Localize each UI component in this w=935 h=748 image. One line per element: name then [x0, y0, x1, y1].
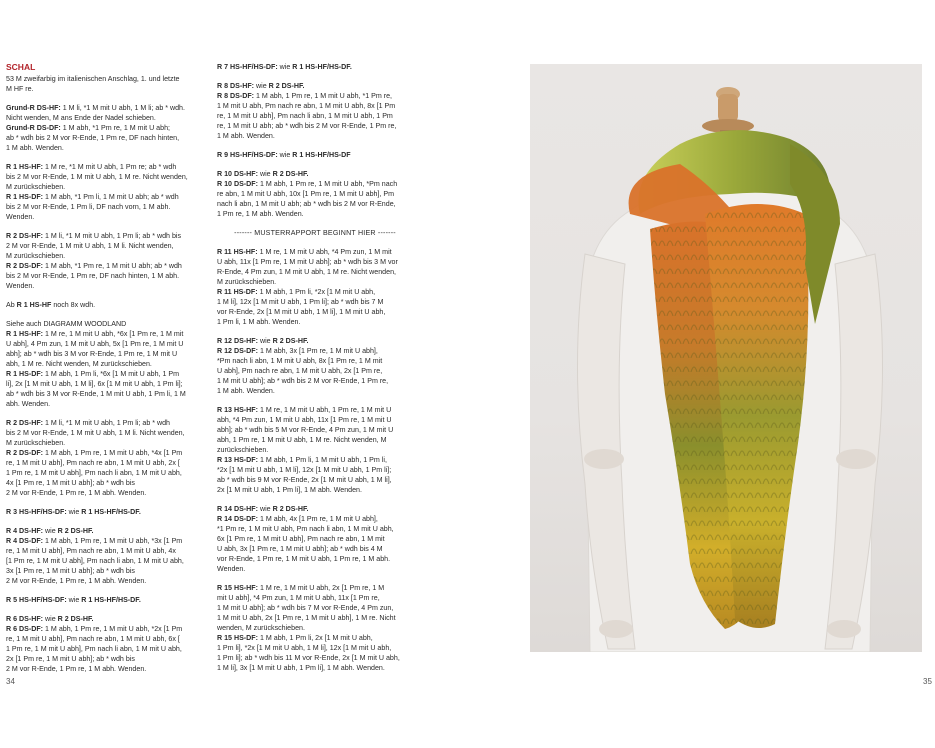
- text-paragraph: [217, 228, 413, 238]
- row-label: R 1 HS-HF/HS-DF.: [292, 63, 352, 71]
- instruction-text: U abh], Pm nach re abn, 1 M mit U abh, 2x [1 Pm re,: [217, 367, 383, 375]
- text-line: [217, 81, 413, 91]
- instruction-text: 1 M li], 3x [1 M mit U abh, 1 Pm li], 1 M abh. Wenden.: [217, 664, 385, 672]
- text-line: [217, 131, 413, 141]
- instruction-text: U abh, 11x [1 Pm re, 1 M mit U abh]; ab * wdh bis 3 M vor: [217, 258, 398, 266]
- text-line: [217, 386, 413, 396]
- instruction-text: abh]; ab * wdh bis 5 M vor R-Ende, 4 Pm zun, 1 M mit U: [217, 426, 394, 434]
- text-line: [217, 247, 413, 257]
- instruction-text: 1 M abh. Wenden.: [6, 144, 64, 152]
- text-paragraph: [217, 169, 413, 219]
- row-label: R 1 HS-HF/HS-DF.: [81, 596, 141, 604]
- text-line: [217, 534, 413, 544]
- row-label: R 2 DS-HF.: [272, 337, 309, 345]
- instruction-text: wie: [43, 615, 58, 623]
- text-line: [6, 103, 204, 113]
- text-line: [6, 644, 204, 654]
- text-line: [6, 478, 204, 488]
- instruction-text: wenden, M zurückschieben.: [217, 624, 305, 632]
- instruction-text: 1 Pm li, 1 M abh. Wenden.: [217, 318, 301, 326]
- instruction-text: wie: [277, 151, 293, 159]
- instruction-text: Wenden.: [217, 565, 246, 573]
- instruction-text: 1 Pm li]; ab * wdh bis 11 M vor R-Ende, 2x [1 M mit U abh,: [217, 654, 400, 662]
- instruction-text: abh. Wenden.: [6, 400, 51, 408]
- instruction-text: ab * wdh bis 2 M vor R-Ende, 1 Pm re, DF nach hinten,: [6, 134, 180, 142]
- row-label: R 1 HS-HF: [16, 301, 52, 309]
- instruction-text: 1 M re, 1 M mit U abh, *4 Pm zun, 1 M mit: [257, 248, 392, 256]
- instruction-text: 1 M abh, 1 Pm re, 1 M mit U abh, *2x [1 Pm: [43, 625, 183, 633]
- instruction-text: vor R-Ende, 2x [1 M mit U abh, 1 M li], 1 M mit U abh,: [217, 308, 386, 316]
- text-paragraph: [6, 74, 204, 94]
- text-line: [217, 150, 413, 160]
- instruction-text: 1 M abh, 1 Pm re, 1 M mit U abh, *Pm nach: [258, 180, 398, 188]
- row-label: R 2 DS-HF.: [272, 505, 309, 513]
- instruction-text: 1 M re, 1 M mit U abh, *6x [1 Pm re, 1 M mit: [43, 330, 184, 338]
- text-line: [217, 297, 413, 307]
- page-number-right: 35: [923, 677, 932, 686]
- text-line: [217, 465, 413, 475]
- text-line: [217, 376, 413, 386]
- instruction-text: wie: [66, 508, 82, 516]
- instruction-text: 1 Pm li], *2x [1 M mit U abh, 1 M li], 12x [1 M mit U abh,: [217, 644, 392, 652]
- row-label: R 11 HS-HF:: [217, 248, 258, 256]
- row-label: R 1 HS-HF/HS-DF.: [81, 508, 141, 516]
- scarf-on-mannequin-illustration: [530, 64, 922, 652]
- row-label: R 2 DS-HF.: [272, 170, 309, 178]
- text-paragraph: [217, 405, 413, 495]
- text-line: [217, 189, 413, 199]
- row-label: R 10 DS-DF:: [217, 180, 258, 188]
- instruction-text: bis 2 M vor R-Ende, 1 M mit U abh, 1 M re. Nicht wenden,: [6, 173, 188, 181]
- text-line: [6, 319, 204, 329]
- text-line: [6, 113, 204, 123]
- instruction-text: abh, 1 M re. Nicht wenden, M zurückschieben.: [6, 360, 152, 368]
- instruction-text: abh]; ab * wdh bis 3 M vor R-Ende, 1 Pm re, 1 M mit U: [6, 350, 178, 358]
- left-text-column: [6, 62, 204, 683]
- text-line: [217, 603, 413, 613]
- instruction-text: nach li abn, 1 M mit U abh; ab * wdh bis 2 M vor R-Ende,: [217, 200, 396, 208]
- instruction-text: M zurückschieben.: [6, 252, 66, 260]
- instruction-text: 1 M mit U abh, 2x [1 Pm re, 1 M mit U abh], 1 M re. Nicht: [217, 614, 396, 622]
- text-paragraph: [6, 595, 204, 605]
- instruction-text: 1 M re, 1 M mit U abh, 2x [1 Pm re, 1 M: [258, 584, 385, 592]
- instruction-text: M zurückschieben.: [6, 183, 66, 191]
- instruction-text: 3x [1 Pm re, 1 M mit U abh]; ab * wdh bis: [6, 567, 135, 575]
- text-line: [217, 121, 413, 131]
- text-line: [217, 435, 413, 445]
- row-label: R 6 DS-DF:: [6, 625, 44, 633]
- text-line: [6, 389, 204, 399]
- middle-paragraphs: [217, 62, 413, 673]
- text-paragraph: [217, 504, 413, 574]
- instruction-text: 1 M abh, *1 Pm re, 1 M mit U abh;: [60, 124, 170, 132]
- text-line: [6, 576, 204, 586]
- row-label: R 4 DS-DF:: [6, 537, 44, 545]
- text-line: [217, 653, 413, 663]
- instruction-text: 1 M abh, 1 Pm li, 2x [1 M mit U abh,: [258, 634, 373, 642]
- instruction-text: li], 2x [1 M mit U abh, 1 M li], 6x [1 M mit U abh, 1 Pm li];: [6, 380, 183, 388]
- text-line: [6, 281, 204, 291]
- instruction-text: 1 M re, 1 M mit U abh, 1 Pm re, 1 M mit U: [258, 406, 392, 414]
- row-label: R 1 HS-DF:: [6, 370, 44, 378]
- instruction-text: bis 2 M vor R-Ende, 1 M mit U abh, 1 M li. Nicht wenden,: [6, 429, 185, 437]
- row-label: R 2 DS-HF:: [6, 419, 44, 427]
- text-line: [6, 182, 204, 192]
- text-line: [6, 379, 204, 389]
- text-line: [217, 287, 413, 297]
- instruction-text: Wenden.: [6, 213, 35, 221]
- row-label: R 2 DS-DF:: [6, 262, 44, 270]
- instruction-text: 1 M abh, *1 Pm li, 1 M mit U abh; ab * wdh: [43, 193, 179, 201]
- text-line: [217, 455, 413, 465]
- left-elbow-joint: [584, 449, 624, 469]
- text-line: [6, 339, 204, 349]
- text-line: [6, 556, 204, 566]
- text-line: [6, 271, 204, 281]
- text-line: [217, 277, 413, 287]
- instruction-text: 2 M vor R-Ende, 1 Pm re, 1 M abh. Wenden.: [6, 577, 147, 585]
- instruction-text: 4x [1 Pm re, 1 M mit U abh]; ab * wdh bis: [6, 479, 135, 487]
- row-label: R 3 HS-HF/HS-DF:: [6, 508, 67, 516]
- instruction-text: 1 M abh. Wenden.: [217, 132, 275, 140]
- row-label: R 10 DS-HF:: [217, 170, 258, 178]
- row-label: R 1 HS-HF:: [6, 163, 44, 171]
- text-paragraph: [6, 231, 204, 291]
- right-elbow-joint: [836, 449, 876, 469]
- text-line: [6, 654, 204, 664]
- text-line: [6, 448, 204, 458]
- text-line: [217, 633, 413, 643]
- instruction-text: 1 M abh, 1 Pm li, 1 M mit U abh, 1 Pm li,: [258, 456, 387, 464]
- instruction-text: vor R-Ende, 1 Pm re, 1 M mit U abh, 1 Pm re, 1 M abh.: [217, 555, 391, 563]
- text-line: [6, 438, 204, 448]
- instruction-text: wie: [254, 82, 269, 90]
- row-label: R 15 HS-DF:: [217, 634, 258, 642]
- instruction-text: 1 Pm re, 1 M abh. Wenden.: [217, 210, 304, 218]
- row-label: R 9 HS-HF/HS-DF:: [217, 151, 278, 159]
- text-line: [217, 169, 413, 179]
- row-label: R 2 DS-HF:: [6, 232, 44, 240]
- row-label: R 13 HS-HF:: [217, 406, 258, 414]
- text-line: [6, 143, 204, 153]
- instruction-text: wie: [258, 505, 273, 513]
- instruction-text: M zurückschieben.: [217, 278, 277, 286]
- row-label: R 5 HS-HF/HS-DF:: [6, 596, 67, 604]
- text-line: [217, 514, 413, 524]
- instruction-text: M zurückschieben.: [6, 439, 66, 447]
- text-line: [217, 257, 413, 267]
- row-label: R 2 DS-HF.: [57, 615, 94, 623]
- text-line: [6, 614, 204, 624]
- text-line: [217, 307, 413, 317]
- row-label: R 2 DS-HF.: [57, 527, 94, 535]
- text-line: [6, 624, 204, 634]
- row-label: R 13 HS-DF:: [217, 456, 258, 464]
- instruction-text: 1 M mit U abh]; ab * wdh bis 2 M vor R-Ende, 1 Pm re,: [217, 377, 389, 385]
- row-label: R 7 HS-HF/HS-DF:: [217, 63, 278, 71]
- text-paragraph: [217, 81, 413, 141]
- instruction-text: 1 M abh. Wenden.: [217, 387, 275, 395]
- text-line: [217, 405, 413, 415]
- text-line: [6, 536, 204, 546]
- text-line: [217, 415, 413, 425]
- instruction-text: re, 1 M mit U abh; ab * wdh bis 2 M vor R-Ende, 1 Pm re,: [217, 122, 397, 130]
- text-paragraph: [6, 319, 204, 409]
- text-line: [217, 445, 413, 455]
- left-paragraphs: [6, 74, 204, 674]
- text-paragraph: [6, 103, 204, 153]
- text-line: [6, 566, 204, 576]
- instruction-text: 53 M zweifarbig im italienischen Anschlag, 1. und letzte: [6, 75, 180, 83]
- text-line: [6, 123, 204, 133]
- text-line: [6, 212, 204, 222]
- instruction-text: 1 M li], 12x [1 M mit U abh, 1 Pm li]; ab * wdh bis 7 M: [217, 298, 384, 306]
- text-line: [6, 192, 204, 202]
- text-line: [217, 111, 413, 121]
- text-line: [6, 74, 204, 84]
- instruction-text: wie: [258, 337, 273, 345]
- text-line: [6, 634, 204, 644]
- row-label: Grund-R DS-DF:: [6, 124, 61, 132]
- text-line: [217, 485, 413, 495]
- instruction-text: *2x [1 M mit U abh, 1 M li], 12x [1 M mit U abh, 1 Pm li];: [217, 466, 392, 474]
- instruction-text: re, 1 M mit U abh], Pm nach re abn, 1 M mit U abh, 4x: [6, 547, 176, 555]
- text-paragraph: [217, 62, 413, 72]
- text-paragraph: [6, 162, 204, 222]
- text-line: [6, 329, 204, 339]
- text-line: [217, 613, 413, 623]
- instruction-text: 2 M vor R-Ende, 1 Pm re, 1 M abh. Wenden.: [6, 489, 147, 497]
- text-line: [217, 504, 413, 514]
- text-line: [217, 663, 413, 673]
- row-label: R 14 DS-DF:: [217, 515, 258, 523]
- text-line: [217, 336, 413, 346]
- text-line: [217, 623, 413, 633]
- instruction-text: *1 Pm re, 1 M mit U abh, Pm nach li abn, 1 M mit U abh,: [217, 525, 394, 533]
- instruction-text: 1 M abh, 1 Pm re, 1 M mit U abh, *1 Pm re,: [254, 92, 393, 100]
- text-line: [217, 593, 413, 603]
- instruction-text: abh, *4 Pm zun, 1 M mit U abh, 11x [1 Pm re, 1 M mit U: [217, 416, 392, 424]
- text-line: [217, 544, 413, 554]
- instruction-text: bis 2 M vor R-Ende, 1 Pm re, DF nach hinten, 1 M abh.: [6, 272, 180, 280]
- instruction-text: U abh, 3x [1 Pm re, 1 M mit U abh]; ab * wdh bis 4 M: [217, 545, 383, 553]
- instruction-text: 1 M abh, *1 Pm re, 1 M mit U abh; ab * wdh: [43, 262, 182, 270]
- text-line: [217, 425, 413, 435]
- text-line: [217, 643, 413, 653]
- text-line: [6, 418, 204, 428]
- text-line: [217, 179, 413, 189]
- instruction-text: M HF re.: [6, 85, 34, 93]
- row-label: R 11 HS-DF:: [217, 288, 258, 296]
- text-paragraph: [6, 507, 204, 517]
- instruction-text: mit U abh], *4 Pm zun, 1 M mit U abh, 11x [1 Pm re,: [217, 594, 380, 602]
- text-paragraph: [6, 614, 204, 674]
- text-line: [217, 209, 413, 219]
- text-line: [217, 524, 413, 534]
- text-line: [6, 468, 204, 478]
- row-label: R 1 HS-HF/HS-DF: [292, 151, 351, 159]
- row-label: R 12 DS-DF:: [217, 347, 258, 355]
- row-label: R 6 DS-HF:: [6, 615, 44, 623]
- text-line: [6, 428, 204, 438]
- instruction-text: 1 M mit U abh, Pm nach re abn, 1 M mit U abh, 8x [1 Pm: [217, 102, 396, 110]
- row-label: R 4 DS-HF:: [6, 527, 44, 535]
- instruction-text: 1 M abh, 1 Pm li, *2x [1 M mit U abh,: [257, 288, 376, 296]
- instruction-text: 1 Pm re, 1 M mit U abh], Pm nach li abn, 1 M mit U abh,: [6, 469, 182, 477]
- text-line: [217, 475, 413, 485]
- instruction-text: re, 1 M mit U abh], Pm nach re abn, 1 M mit U abh, 2x [: [6, 459, 180, 467]
- instruction-text: Ab: [6, 301, 17, 309]
- text-line: [217, 356, 413, 366]
- instruction-text: 2x [1 M mit U abh, 1 Pm li], 1 M abh. Wenden.: [217, 486, 362, 494]
- instruction-text: wie: [277, 63, 293, 71]
- text-line: [6, 261, 204, 271]
- section-title: SCHAL: [6, 62, 36, 72]
- text-line: [6, 595, 204, 605]
- text-line: [6, 162, 204, 172]
- instruction-text: noch 8x wdh.: [51, 301, 96, 309]
- instruction-text: Siehe auch DIAGRAMM WOODLAND: [6, 320, 127, 328]
- text-line: [6, 546, 204, 556]
- instruction-text: wie: [43, 527, 58, 535]
- instruction-text: 1 Pm re, 1 M mit U abh], Pm nach li abn, 1 M mit U abh,: [6, 645, 182, 653]
- text-line: [6, 488, 204, 498]
- instruction-text: 1 M li, *1 M mit U abh, 1 Pm li; ab * wdh: [43, 419, 170, 427]
- text-line: [6, 664, 204, 674]
- instruction-text: 1 M abh, 3x [1 Pm re, 1 M mit U abh],: [258, 347, 378, 355]
- text-line: [6, 202, 204, 212]
- instruction-text: ab * wdh bis 9 M vor R-Ende, 2x [1 M mit U abh, 1 M li],: [217, 476, 392, 484]
- text-line: [6, 399, 204, 409]
- text-line: [217, 101, 413, 111]
- instruction-text: 2 M vor R-Ende, 1 M mit U abh, 1 M li. Nicht wenden,: [6, 242, 174, 250]
- instruction-text: 1 M abh, 1 Pm re, 1 M mit U abh, *4x [1 Pm: [43, 449, 183, 457]
- text-line: [6, 359, 204, 369]
- text-line: [6, 231, 204, 241]
- instruction-text: re, 1 M mit U abh], Pm nach re abn, 1 M mit U abh, 6x [: [6, 635, 180, 643]
- text-paragraph: [6, 526, 204, 586]
- row-label: R 15 HS-HF:: [217, 584, 258, 592]
- row-label: R 1 HS-DF:: [6, 193, 44, 201]
- text-line: [217, 366, 413, 376]
- text-line: [217, 583, 413, 593]
- instruction-text: 1 M mit U abh]; ab * wdh bis 7 M vor R-Ende, 4 Pm zun,: [217, 604, 394, 612]
- instruction-text: wie: [258, 170, 273, 178]
- text-line: [217, 62, 413, 72]
- text-paragraph: [217, 336, 413, 396]
- instruction-text: *Pm nach li abn, 1 M mit U abh, 8x [1 Pm re, 1 M mit: [217, 357, 383, 365]
- instruction-text: R-Ende, 4 Pm zun, 1 M mit U abh, 1 M re. Nicht wenden,: [217, 268, 396, 276]
- text-line: [217, 267, 413, 277]
- text-line: [6, 300, 204, 310]
- instruction-text: zurückschieben.: [217, 446, 269, 454]
- instruction-text: ab * wdh bis 3 M vor R-Ende, 1 M mit U abh, 1 Pm li, 1 M: [6, 390, 186, 398]
- instruction-text: [1 Pm re, 1 M mit U abh], Pm nach li abn, 1 M mit U abh,: [6, 557, 184, 565]
- text-line: [217, 317, 413, 327]
- instruction-text: 1 M re, *1 M mit U abh, 1 Pm re; ab * wdh: [43, 163, 177, 171]
- instruction-text: U abh], 4 Pm zun, 1 M mit U abh, 5x [1 Pm re, 1 M mit U: [6, 340, 184, 348]
- pattern-divider: ------- MUSTERRAPPORT BEGINNT HIER -------: [234, 229, 396, 237]
- text-line: [217, 554, 413, 564]
- text-paragraph: [217, 150, 413, 160]
- instruction-text: 2x [1 Pm re, 1 M mit U abh]; ab * wdh bis: [6, 655, 135, 663]
- instruction-text: 1 M li, *1 M mit U abh, 1 M li; ab * wdh.: [60, 104, 185, 112]
- instruction-text: 1 M abh, 4x [1 Pm re, 1 M mit U abh],: [258, 515, 378, 523]
- instruction-text: bis 2 M vor R-Ende, 1 Pm li, DF nach vorn, 1 M abh.: [6, 203, 171, 211]
- instruction-text: Wenden.: [6, 282, 35, 290]
- row-label: Grund-R DS-HF:: [6, 104, 61, 112]
- scarf-photo: [530, 64, 922, 652]
- text-paragraph: [6, 300, 204, 310]
- instruction-text: wie: [66, 596, 82, 604]
- text-line: [6, 133, 204, 143]
- text-paragraph: [217, 247, 413, 327]
- instruction-text: re abn, 1 M mit U abh, 10x [1 Pm re, 1 M mit U abh], Pm: [217, 190, 395, 198]
- instruction-text: 1 M li, *1 M mit U abh, 1 Pm li; ab * wdh bis: [43, 232, 182, 240]
- row-label: R 8 DS-DF:: [217, 92, 255, 100]
- instruction-text: Nicht wenden, M ans Ende der Nadel schieben.: [6, 114, 156, 122]
- text-line: [217, 199, 413, 209]
- middle-text-column: [217, 62, 413, 682]
- text-paragraph: [6, 418, 204, 498]
- row-label: R 14 DS-HF:: [217, 505, 258, 513]
- row-label: R 2 DS-DF:: [6, 449, 44, 457]
- text-line: [6, 369, 204, 379]
- text-line: [6, 507, 204, 517]
- instruction-text: re, 1 M mit U abh], Pm nach li abn, 1 M mit U abh, 1 Pm: [217, 112, 393, 120]
- instruction-text: 6x [1 Pm re, 1 M mit U abh], Pm nach re abn, 1 M mit: [217, 535, 385, 543]
- text-line: [6, 84, 204, 94]
- text-line: [6, 241, 204, 251]
- text-line: [6, 349, 204, 359]
- instruction-text: abh, 1 Pm re, 1 M mit U abh, 1 M re. Nicht wenden, M: [217, 436, 387, 444]
- page-number-left: 34: [6, 677, 15, 686]
- row-label: R 2 DS-HF.: [268, 82, 305, 90]
- text-line: [217, 346, 413, 356]
- text-line: [6, 458, 204, 468]
- row-label: R 12 DS-HF:: [217, 337, 258, 345]
- text-line: [6, 526, 204, 536]
- instruction-text: 1 M abh, 1 Pm li, *6x [1 M mit U abh, 1 Pm: [43, 370, 180, 378]
- text-line: [217, 91, 413, 101]
- instruction-text: 2 M vor R-Ende, 1 Pm re, 1 M abh. Wenden.: [6, 665, 147, 673]
- text-line: [6, 251, 204, 261]
- text-line: [6, 172, 204, 182]
- instruction-text: 1 M abh, 1 Pm re, 1 M mit U abh, *3x [1 Pm: [43, 537, 183, 545]
- text-line: [217, 564, 413, 574]
- row-label: R 8 DS-HF:: [217, 82, 255, 90]
- row-label: R 1 HS-HF:: [6, 330, 44, 338]
- text-paragraph: [217, 583, 413, 673]
